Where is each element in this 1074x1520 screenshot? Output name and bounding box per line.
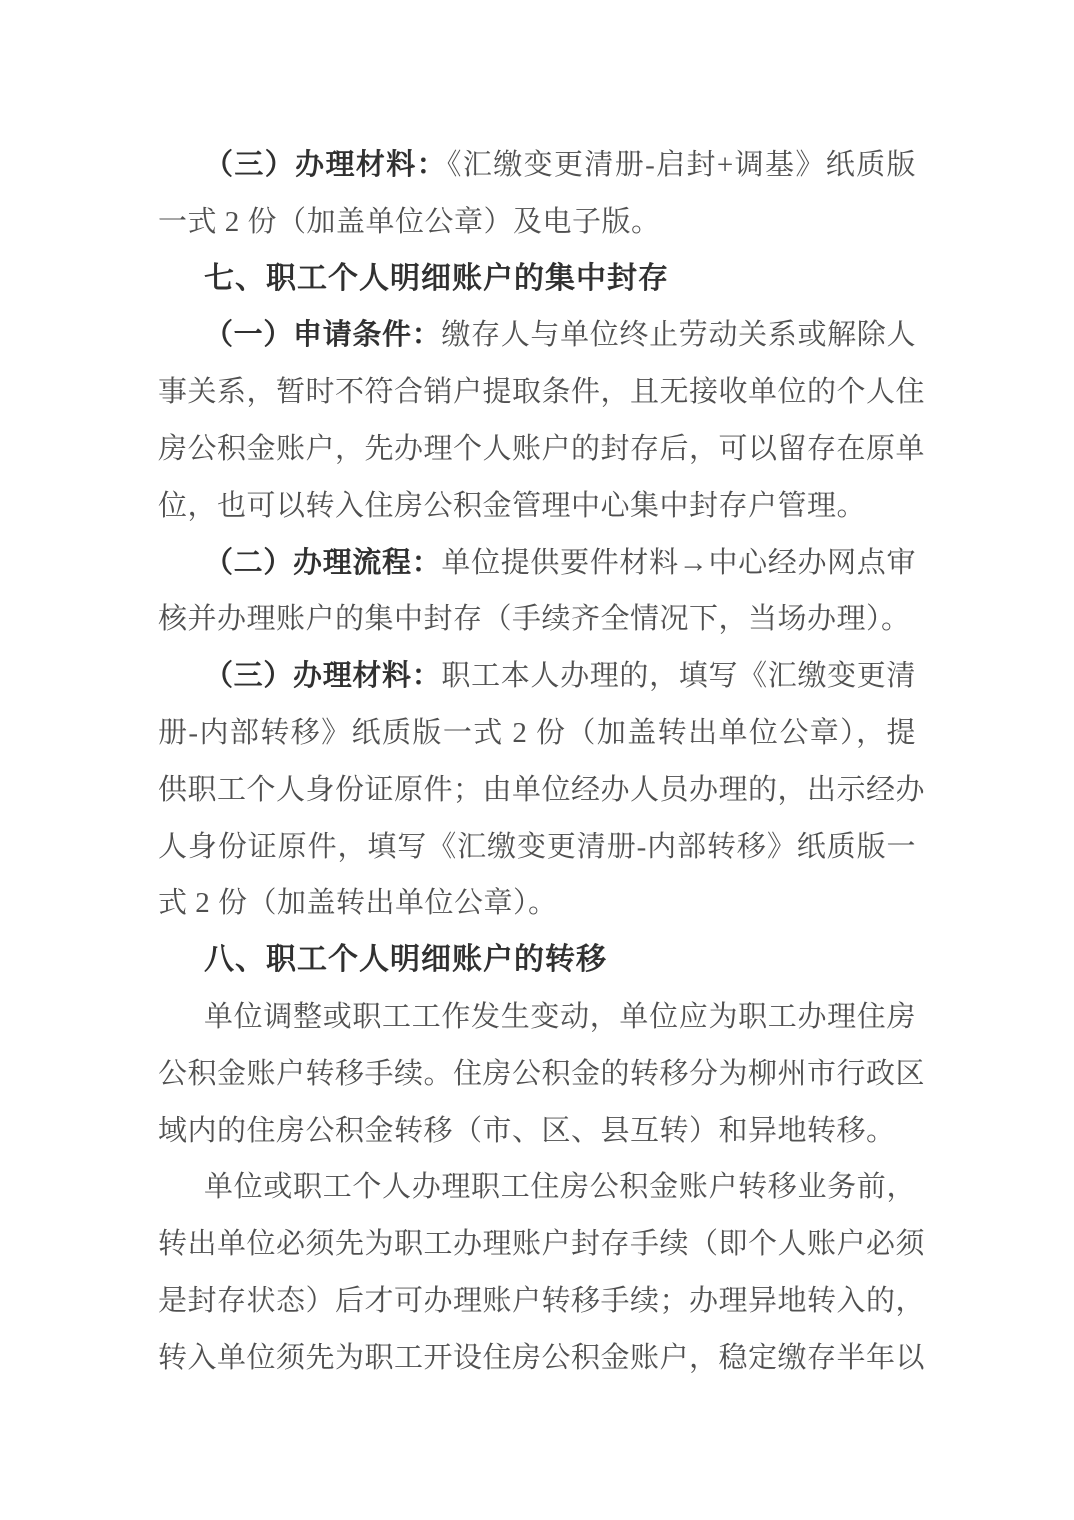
- text-line: [158, 875, 916, 932]
- text-segment: 单位调整或职工工作发生变动，单位应为职工办理住房: [204, 1000, 916, 1033]
- text-segment: 人身份证原件，填写《汇缴变更清册-内部转移》纸质版一: [158, 830, 916, 863]
- text-line: [158, 364, 926, 421]
- section-heading: [158, 251, 916, 308]
- text-segment: 供职工个人身份证原件；由单位经办人员办理的，出示经办: [158, 773, 926, 806]
- text-segment: 单位提供要件材料→中心经办网点审: [441, 546, 916, 579]
- text-line: [158, 819, 916, 876]
- paragraph: [158, 1159, 926, 1386]
- paragraph: [158, 535, 916, 649]
- text-line: [158, 1216, 926, 1273]
- text-line: [158, 1046, 926, 1103]
- section-heading: [158, 932, 916, 989]
- text-segment: 式 2 份（加盖转出单位公章）。: [158, 887, 558, 920]
- text-segment: 《汇缴变更清册-启封+调基》纸质版: [447, 149, 916, 181]
- text-line: [158, 591, 916, 648]
- text-line: [158, 648, 916, 705]
- text-line: [158, 421, 926, 478]
- document-content: [158, 137, 926, 1387]
- text-segment: 域内的住房公积金转移（市、区、县互转）和异地转移。: [158, 1114, 896, 1147]
- text-segment: 是封存状态）后才可办理账户转移手续；办理异地转入的，: [158, 1284, 926, 1317]
- text-line: [158, 989, 916, 1046]
- text-segment: 职工本人办理的，填写《汇缴变更清: [441, 660, 916, 693]
- label-segment: 七、职工个人明细账户的集中封存: [204, 261, 669, 295]
- paragraph: [158, 307, 926, 534]
- text-line: [158, 705, 916, 762]
- text-line: [158, 762, 926, 819]
- heading-line: [158, 251, 916, 308]
- text-segment: 单位或职工个人办理职工住房公积金账户转移业务前，: [204, 1171, 916, 1204]
- text-line: [158, 1273, 926, 1330]
- label-segment: （三）办理材料：: [204, 149, 447, 181]
- text-line: [158, 137, 916, 194]
- text-line: [158, 1159, 916, 1216]
- text-line: [158, 307, 916, 364]
- text-segment: 一式 2 份（加盖单位公章）及电子版。: [158, 205, 661, 238]
- paragraph: [158, 989, 926, 1159]
- label-segment: （一）申请条件：: [204, 319, 442, 352]
- text-line: [158, 478, 916, 535]
- text-segment: 位，也可以转入住房公积金管理中心集中封存户管理。: [158, 489, 867, 522]
- text-segment: 册-内部转移》纸质版一式 2 份（加盖转出单位公章），提: [158, 716, 916, 749]
- label-segment: （三）办理材料：: [204, 660, 442, 693]
- text-segment: 事关系，暂时不符合销户提取条件，且无接收单位的个人住: [158, 376, 926, 409]
- label-segment: 八、职工个人明细账户的转移: [204, 943, 607, 977]
- text-segment: 转入单位须先为职工开设住房公积金账户，稳定缴存半年以: [158, 1341, 926, 1374]
- text-segment: 转出单位必须先为职工办理账户封存手续（即个人账户必须: [158, 1228, 926, 1261]
- text-line: [158, 1103, 916, 1160]
- text-line: [158, 1330, 926, 1387]
- paragraph: [158, 137, 916, 251]
- heading-line: [158, 932, 916, 989]
- paragraph: [158, 648, 926, 932]
- label-segment: （二）办理流程：: [204, 546, 442, 579]
- text-segment: 缴存人与单位终止劳动关系或解除人: [441, 319, 916, 352]
- text-line: [158, 535, 916, 592]
- text-segment: 核并办理账户的集中封存（手续齐全情况下，当场办理）。: [158, 603, 911, 636]
- text-segment: 公积金账户转移手续。住房公积金的转移分为柳州市行政区: [158, 1057, 926, 1090]
- text-line: [158, 194, 916, 251]
- text-segment: 房公积金账户，先办理个人账户的封存后，可以留存在原单: [158, 432, 926, 465]
